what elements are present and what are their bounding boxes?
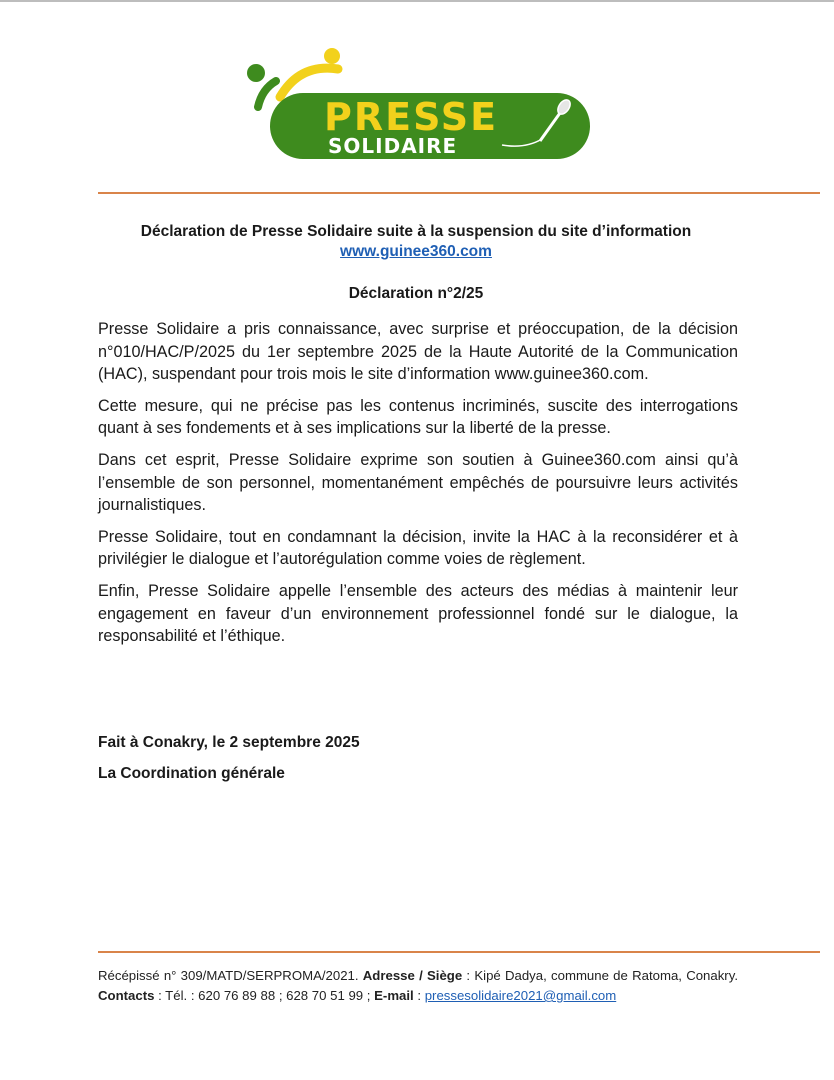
paragraph-3: Dans cet esprit, Presse Solidaire exprime son soutien à Guinee360.com ainsi qu’à l’ensemble de son personnel, momentanément empêchés de poursuivre leurs activités journalistiques. bbox=[98, 450, 738, 515]
site-link[interactable]: www.guinee360.com bbox=[340, 243, 492, 260]
footer-contacts-label: Contacts bbox=[98, 988, 155, 1003]
footer bbox=[98, 966, 738, 1006]
paragraph-4: Presse Solidaire, tout en condamnant la décision, invite la HAC à la reconsidérer et à privilégier le dialogue et l’autorégulation comme voies de règlement. bbox=[98, 527, 738, 569]
footer-address: : Kipé Dadya, commune de Ratoma, Conakry. bbox=[462, 968, 738, 983]
footer-contacts: : Tél. : 620 76 89 88 ; 628 70 51 99 ; bbox=[154, 988, 375, 1003]
top-border bbox=[0, 0, 834, 2]
logo-yellow-arc bbox=[280, 68, 338, 97]
paragraph-5: Enfin, Presse Solidaire appelle l’ensemble des acteurs des médias à maintenir leur engagement en faveur d’un environnement professionnel fondé sur le dialogue, la responsabilité et l’éthique. bbox=[98, 581, 738, 646]
footer-email-link[interactable]: pressesolidaire2021@gmail.com bbox=[424, 988, 617, 1003]
footer-email-label: E-mail bbox=[374, 988, 414, 1003]
logo-word-solidaire: SOLIDAIRE bbox=[328, 134, 458, 158]
paragraph-2: Cette mesure, qui ne précise pas les contenus incriminés, suscite des interrogations quant à ses fondements et à ses implications sur la liberté de la presse. bbox=[98, 396, 738, 438]
presse-solidaire-logo bbox=[240, 45, 600, 170]
logo-word-presse: PRESSE bbox=[324, 95, 499, 139]
document-title: Déclaration de Presse Solidaire suite à la suspension du site d’information bbox=[140, 223, 692, 240]
footer-email-sep: : bbox=[413, 988, 425, 1003]
paragraph-1: Presse Solidaire a pris connaissance, avec surprise et préoccupation, de la décision n°010/HAC/P/2025 du 1er septembre 2025 de la Haute Autorité de la Communication (HAC), suspendant pour trois mois le site d’information www.guinee360.com. bbox=[98, 320, 738, 384]
logo-green-arc bbox=[258, 81, 276, 107]
declaration-number: Déclaration n°2/25 bbox=[348, 285, 484, 302]
footer-divider bbox=[98, 951, 820, 953]
footer-address-label: Adresse / Siège bbox=[362, 968, 463, 983]
declaration-body bbox=[98, 318, 738, 657]
header-divider bbox=[98, 192, 820, 194]
footer-receipt: Récépissé n° 309/MATD/SERPROMA/2021. bbox=[98, 968, 359, 983]
signatory: La Coordination générale bbox=[98, 765, 285, 782]
place-date: Fait à Conakry, le 2 septembre 2025 bbox=[98, 734, 360, 751]
logo-green-dot bbox=[247, 64, 265, 82]
logo-yellow-dot bbox=[324, 48, 340, 64]
